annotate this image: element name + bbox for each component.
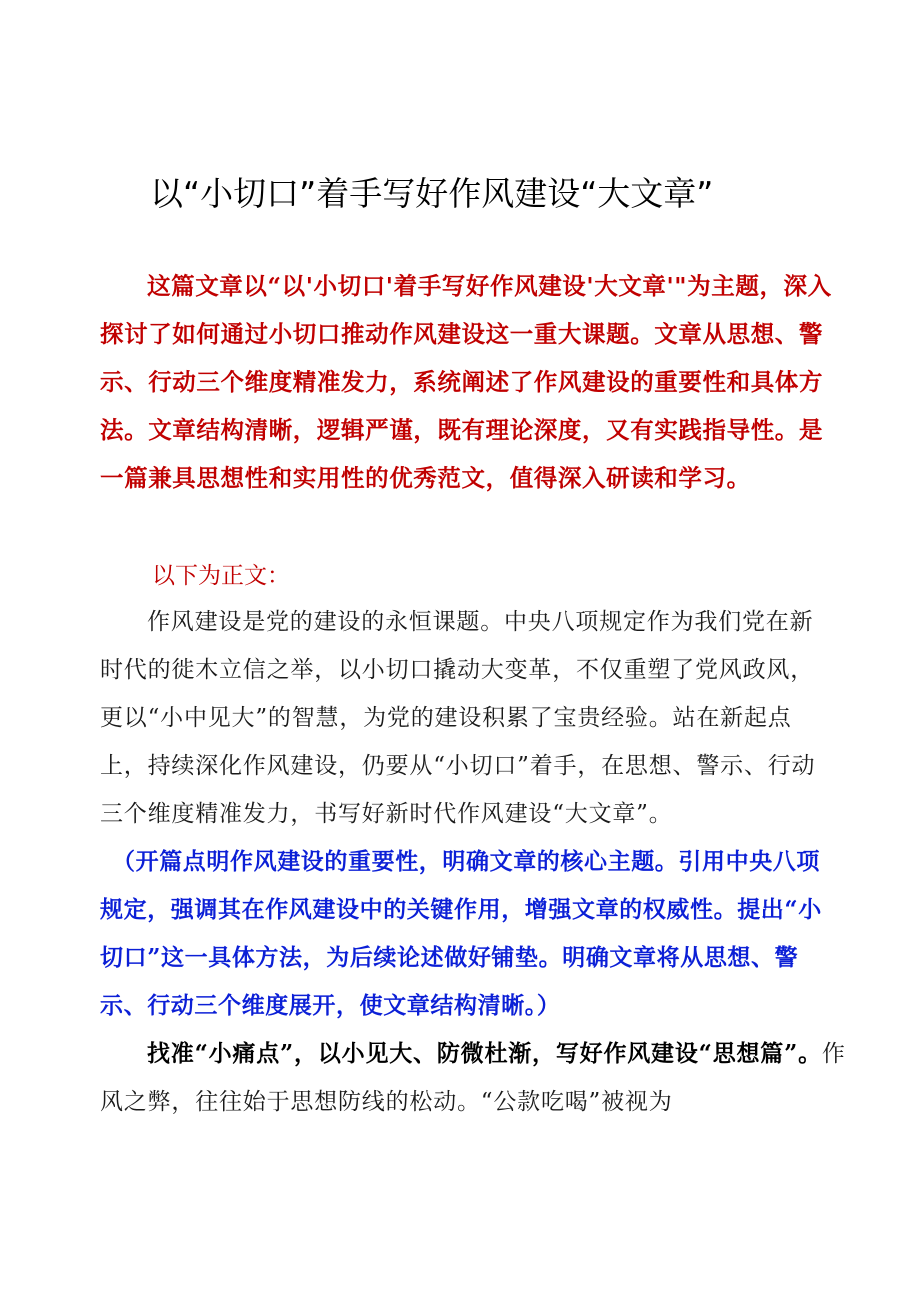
main-text-label: 以下为正文： (152, 563, 290, 589)
section-paragraph (100, 1030, 860, 1126)
section-heading: 找准“小痛点”，以小见大、防微杜渐，写好作风建设“思想篇”。 (147, 1040, 822, 1067)
section-text: 作风之弊，往往始于思想防线的松动。“公款吃喝”被视为 (100, 1041, 846, 1115)
editor-annotation: （开篇点明作风建设的重要性，明确文章的核心主题。引用中央八项规定，强调其在作风建设中的关键作用，增强文章的权威性。提出“小切口”这一具体方法，为后续论述做好铺垫。明确文章将从思想、警示、行动三个维度展开，使文章结构清晰。） (100, 848, 822, 1019)
article-summary: 这篇文章以“以'小切口'着手写好作风建设'大文章'"为主题，深入探讨了如何通过小切口推动作风建设这一重大课题。文章从思想、警示、行动三个维度精准发力，系统阐述了作风建设的重要性和具体方法。文章结构清晰，逻辑严谨，既有理论深度，又有实践指导性。是一篇兼具思想性和实用性的优秀范文，值得深入研读和学习。 (100, 272, 832, 492)
opening-paragraph: 作风建设是党的建设的永恒课题。中央八项规定作为我们党在新时代的徙木立信之举，以小切口撬动大变革，不仅重塑了党风政风，更以“小中见大”的智慧，为党的建设积累了宝贵经验。站在新起点上，持续深化作风建设，仍要从“小切口”着手，在思想、警示、行动三个维度精准发力，书写好新时代作风建设“大文章”。 (100, 609, 816, 827)
document-title: 以“小切口”着手写好作风建设“大文章” (150, 174, 714, 213)
